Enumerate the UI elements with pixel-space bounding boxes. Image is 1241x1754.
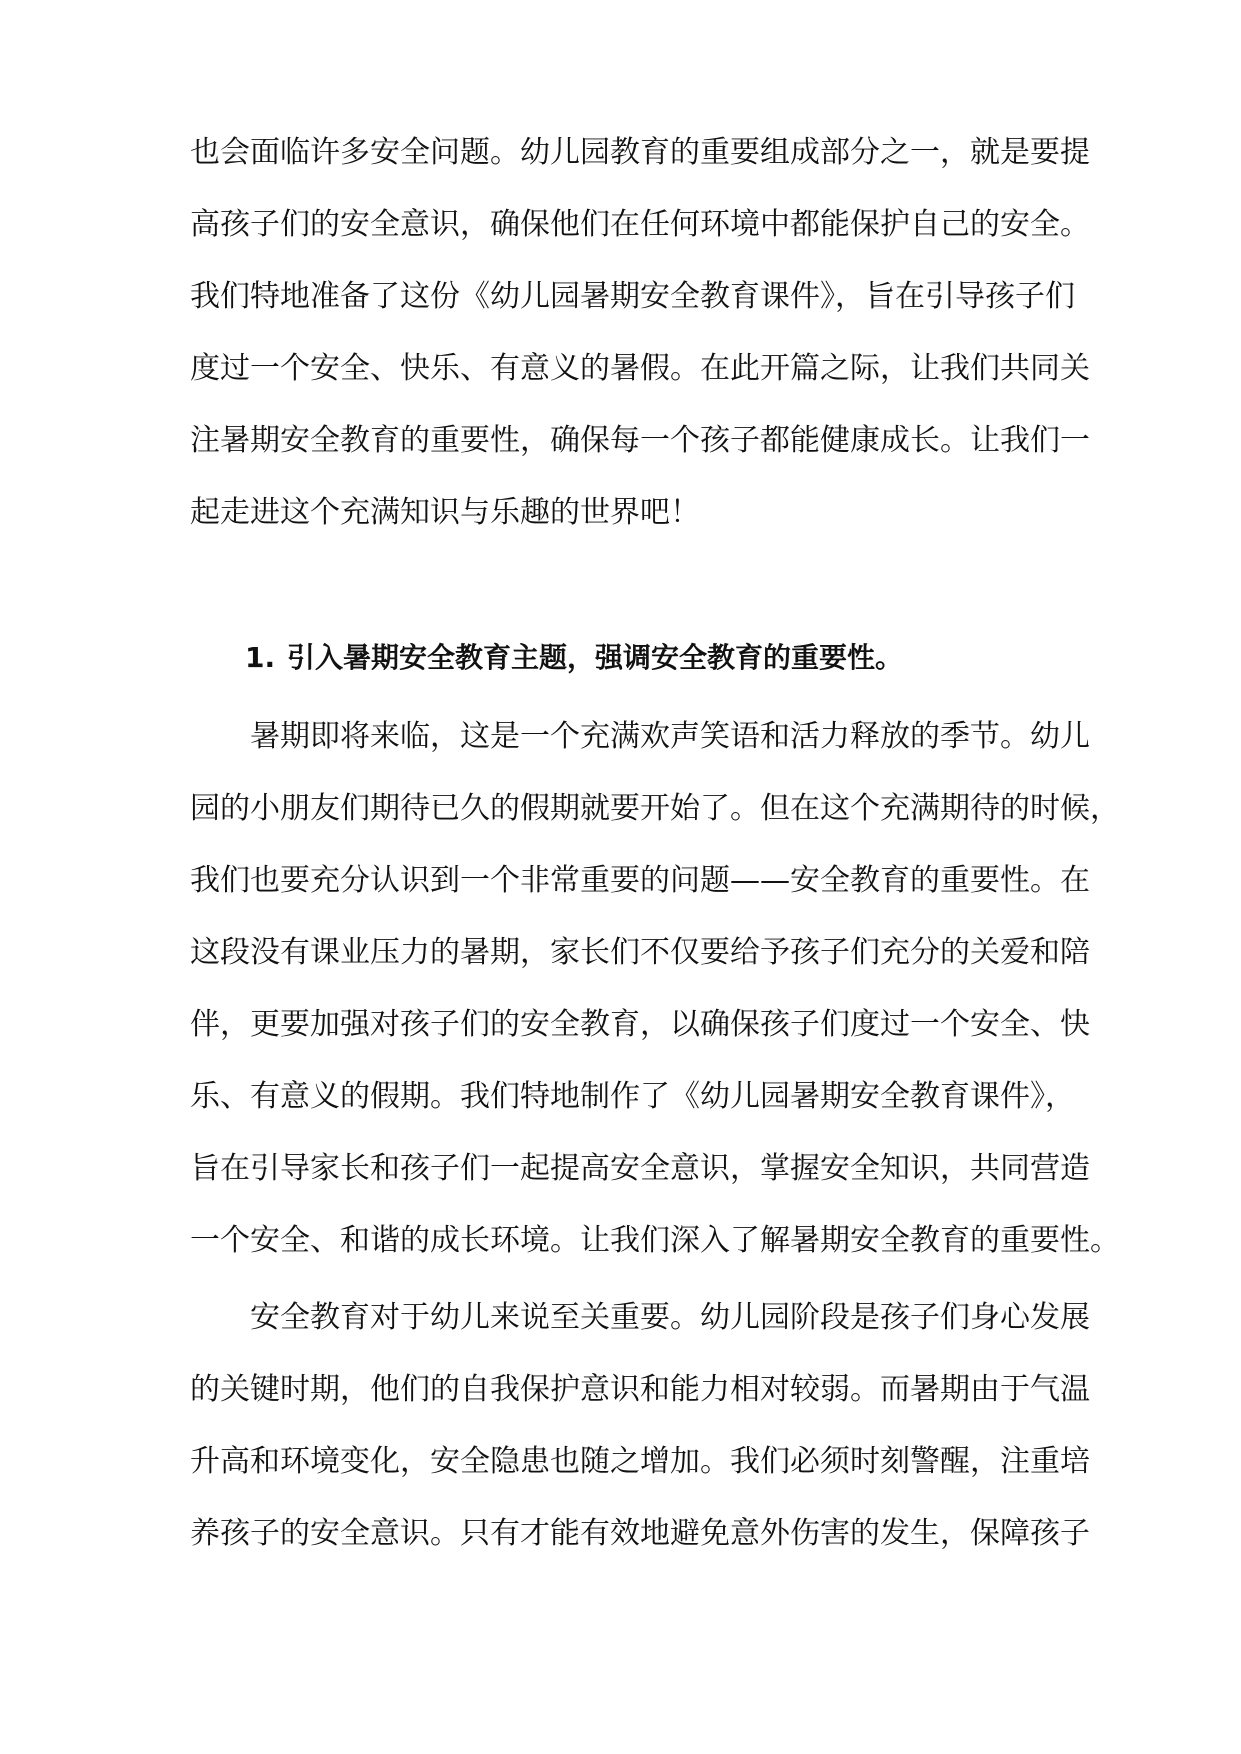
para2-line-3: 升高和环境变化，安全隐患也随之增加。我们必须时刻警醒，注重培 — [190, 1444, 1090, 1479]
para1-line-3: 我们也要充分认识到一个非常重要的问题——安全教育的重要性。在 — [190, 863, 1090, 898]
section-heading — [190, 622, 1060, 694]
para1-line-8: 一个安全、和谐的成长环境。让我们深入了解暑期安全教育的重要性。 — [190, 1223, 1120, 1258]
section-1-heading — [190, 622, 1060, 694]
para1-line-2: 园的小朋友们期待已久的假期就要开始了。但在这个充满期待的时候， — [190, 791, 1120, 826]
intro-line-6: 起走进这个充满知识与乐趣的世界吧！ — [190, 495, 700, 530]
section-title: 引入暑期安全教育主题，强调安全教育的重要性。 — [287, 641, 904, 674]
para1-line-6: 乐、有意义的假期。我们特地制作了《幼儿园暑期安全教育课件》， — [190, 1079, 1075, 1114]
intro-line-1: 也会面临许多安全问题。幼儿园教育的重要组成部分之一，就是要提 — [190, 135, 1090, 170]
intro-line-3: 我们特地准备了这份《幼儿园暑期安全教育课件》，旨在引导孩子们 — [190, 279, 1075, 314]
intro-line-2: 高孩子们的安全意识，确保他们在任何环境中都能保护自己的安全。 — [190, 207, 1090, 242]
section-number: 1. — [245, 641, 276, 674]
para2-line-2: 的关键时期，他们的自我保护意识和能力相对较弱。而暑期由于气温 — [190, 1372, 1090, 1407]
intro-paragraph — [190, 117, 1090, 549]
para2-line-1: 安全教育对于幼儿来说至关重要。幼儿园阶段是孩子们身心发展 — [250, 1300, 1090, 1335]
para1-line-5: 伴，更要加强对孩子们的安全教育，以确保孩子们度过一个安全、快 — [190, 1007, 1090, 1042]
para1-line-4: 这段没有课业压力的暑期，家长们不仅要给予孩子们充分的关爱和陪 — [190, 935, 1090, 970]
intro-line-5: 注暑期安全教育的重要性，确保每一个孩子都能健康成长。让我们一 — [190, 423, 1090, 458]
para1-line-7: 旨在引导家长和孩子们一起提高安全意识，掌握安全知识，共同营造 — [190, 1151, 1090, 1186]
section-1-paragraph-1 — [190, 701, 1120, 1277]
para1-line-1: 暑期即将来临，这是一个充满欢声笑语和活力释放的季节。幼儿 — [250, 719, 1090, 754]
section-1-paragraph-2 — [190, 1282, 1090, 1570]
intro-line-4: 度过一个安全、快乐、有意义的暑假。在此开篇之际，让我们共同关 — [190, 351, 1090, 386]
para2-line-4: 养孩子的安全意识。只有才能有效地避免意外伤害的发生，保障孩子 — [190, 1516, 1090, 1551]
